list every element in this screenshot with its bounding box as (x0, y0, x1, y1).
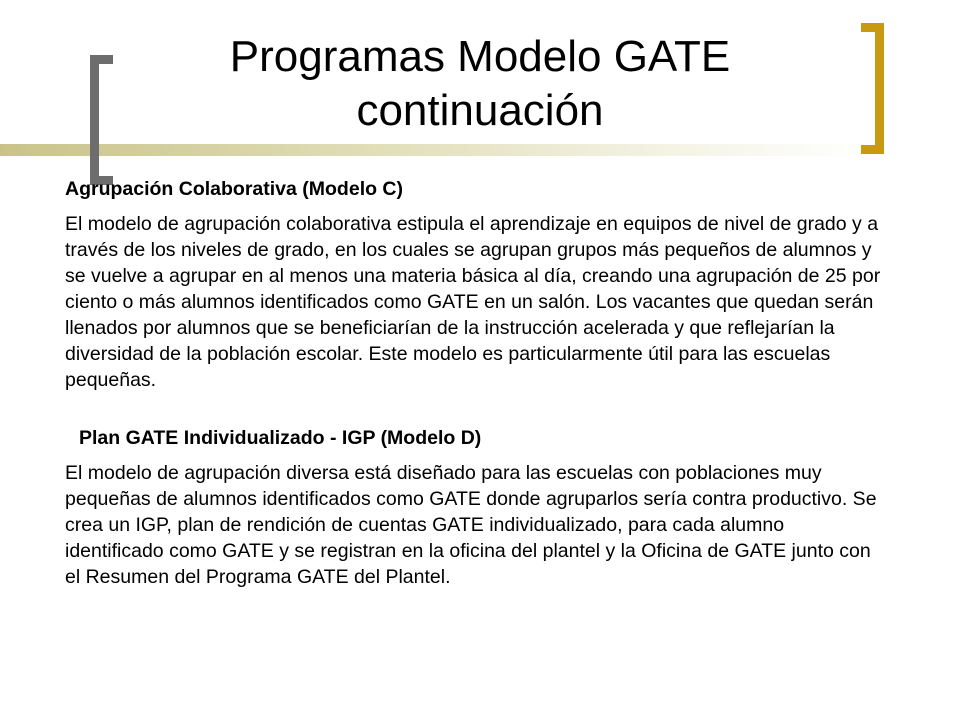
slide-title-line-2: continuación (356, 86, 604, 135)
title-divider-rule (0, 144, 870, 156)
slide-title (110, 30, 850, 138)
right-bracket-decoration (861, 23, 884, 154)
section-body-model-d: El modelo de agrupación diversa está diseñado para las escuelas con poblaciones muy pequeñas de alumnos identificados como GATE donde agruparlos sería contra productivo. Se crea un IGP, plan de rendición de cuentas GATE individualizado, para cada alumno identificado como GATE y se registran en la oficina del plantel y la Oficina de GATE junto con el Resumen del Programa GATE del Plantel. (65, 462, 877, 588)
slide-title-line-1: Programas Modelo GATE (229, 32, 731, 81)
section-model-c (65, 176, 885, 393)
section-body-model-c: El modelo de agrupación colaborativa estipula el aprendizaje en equipos de nivel de grado y a través de los niveles de grado, en los cuales se agrupan grupos más pequeños de alumnos y se vuelve a agrupar en al menos una materia básica al día, creando una agrupación de 25 por ciento o más alumnos identificados como GATE en un salón. Los vacantes que quedan serán llenados por alumnos que se beneficiarían de la instrucción acelerada y que reflejarían la diversidad de la población escolar. Este modelo es particularmente útil para las escuelas pequeñas. (65, 213, 881, 391)
section-spacer (65, 393, 885, 425)
section-model-d (65, 425, 885, 590)
section-heading-model-c: Agrupación Colaborativa (Modelo C) (65, 178, 404, 200)
section-heading-model-d: Plan GATE Individualizado - IGP (Modelo D) (79, 427, 482, 449)
slide-content (65, 176, 885, 590)
